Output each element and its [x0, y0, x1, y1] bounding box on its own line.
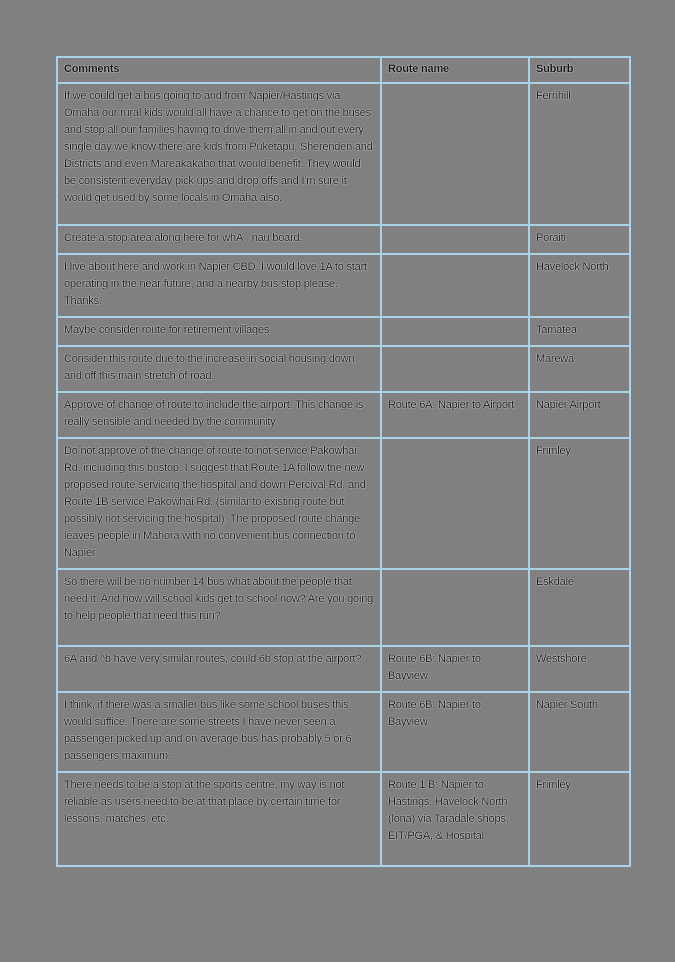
suburb-cell: Fernhill — [529, 83, 630, 225]
suburb-cell: Tamatea — [529, 317, 630, 346]
suburb-cell: Frimley — [529, 772, 630, 866]
comment-cell: I live about here and work in Napier CBD. I would love 1A to start operating in the near future, and a nearby bus stop please. Thanks. — [57, 254, 381, 317]
route-cell — [381, 83, 529, 225]
suburb-cell: Westshore — [529, 646, 630, 692]
route-cell: Route 6A: Napier to Airport — [381, 392, 529, 438]
comment-cell: If we could get a bus going to and from Napier/Hastings via Omaha our rural kids would all have a chance to get on the buses and stop all our families having to drive them all in and out every single day we know there are kids from Puketapu, Sherenden and Districts and even Mareakakaho that would benefit. They would be consistent everyday pick ups and drop offs and I'm sure it would get used by some locals in Omaha also. — [57, 83, 381, 225]
table-row — [57, 438, 630, 569]
feedback-table — [56, 56, 631, 867]
table-row — [57, 392, 630, 438]
suburb-cell: Napier Airport — [529, 392, 630, 438]
comment-cell: Do not approve of the change of route to not service Pakowhai Rd. including this bustop. I suggest that Route 1A follow the new proposed route servicing the hospital and down Percival Rd, and Route 1B service Pakowhai Rd. (similar to existing route but possibly not servicing the hospital). The proposed route change leaves people in Mahora with no convenient bus connection to Napier. — [57, 438, 381, 569]
table-row — [57, 646, 630, 692]
route-cell: Route 1 B: Napier to Hastings, Havelock North (lona) via Taradale shops, EIT/PGA, & Hospital — [381, 772, 529, 866]
table-row — [57, 569, 630, 646]
route-cell — [381, 254, 529, 317]
table-row — [57, 692, 630, 772]
header-comments: Comments — [57, 57, 381, 83]
route-cell — [381, 225, 529, 254]
comment-cell: 6A and ^b have very similar routes, could 6b stop at the airport? — [57, 646, 381, 692]
route-cell: Route 6B: Napier to Bayview — [381, 692, 529, 772]
route-cell — [381, 346, 529, 392]
route-cell — [381, 569, 529, 646]
route-cell: Route 6B: Napier to Bayview — [381, 646, 529, 692]
header-suburb: Suburb — [529, 57, 630, 83]
table-row — [57, 83, 630, 225]
table-row — [57, 225, 630, 254]
suburb-cell: Poraiti — [529, 225, 630, 254]
route-cell — [381, 438, 529, 569]
suburb-cell: Frimley — [529, 438, 630, 569]
comment-cell: I think, if there was a smaller bus like some school buses this would suffice. There are some streets I have never seen a passenger picked up and on average bus has probably 5 or 6 passengers maximum. — [57, 692, 381, 772]
header-route-name: Route name — [381, 57, 529, 83]
comment-cell: So there will be no number 14 bus what about the people that need it. And how will school kids get to school now? Are you going to help people that need this run? — [57, 569, 381, 646]
suburb-cell: Havelock North — [529, 254, 630, 317]
table-row — [57, 254, 630, 317]
header-row — [57, 57, 630, 83]
comment-cell: Maybe consider route for retirement villages — [57, 317, 381, 346]
table-row — [57, 346, 630, 392]
route-cell — [381, 317, 529, 346]
suburb-cell: Napier South — [529, 692, 630, 772]
suburb-cell: Eskdale — [529, 569, 630, 646]
comment-cell: Consider this route due to the increase in social housing down and off this main stretch of road. — [57, 346, 381, 392]
comment-cell: There needs to be a stop at the sports centre, my way is not reliable as users need to be at that place by certain time for lessons, matches, etc. — [57, 772, 381, 866]
table-row — [57, 772, 630, 866]
table-row — [57, 317, 630, 346]
comment-cell: Create a stop area along here for whÄnau board. — [57, 225, 381, 254]
suburb-cell: Marewa — [529, 346, 630, 392]
comment-cell: Approve of change of route to include the airport. This change is really sensible and needed by the community — [57, 392, 381, 438]
